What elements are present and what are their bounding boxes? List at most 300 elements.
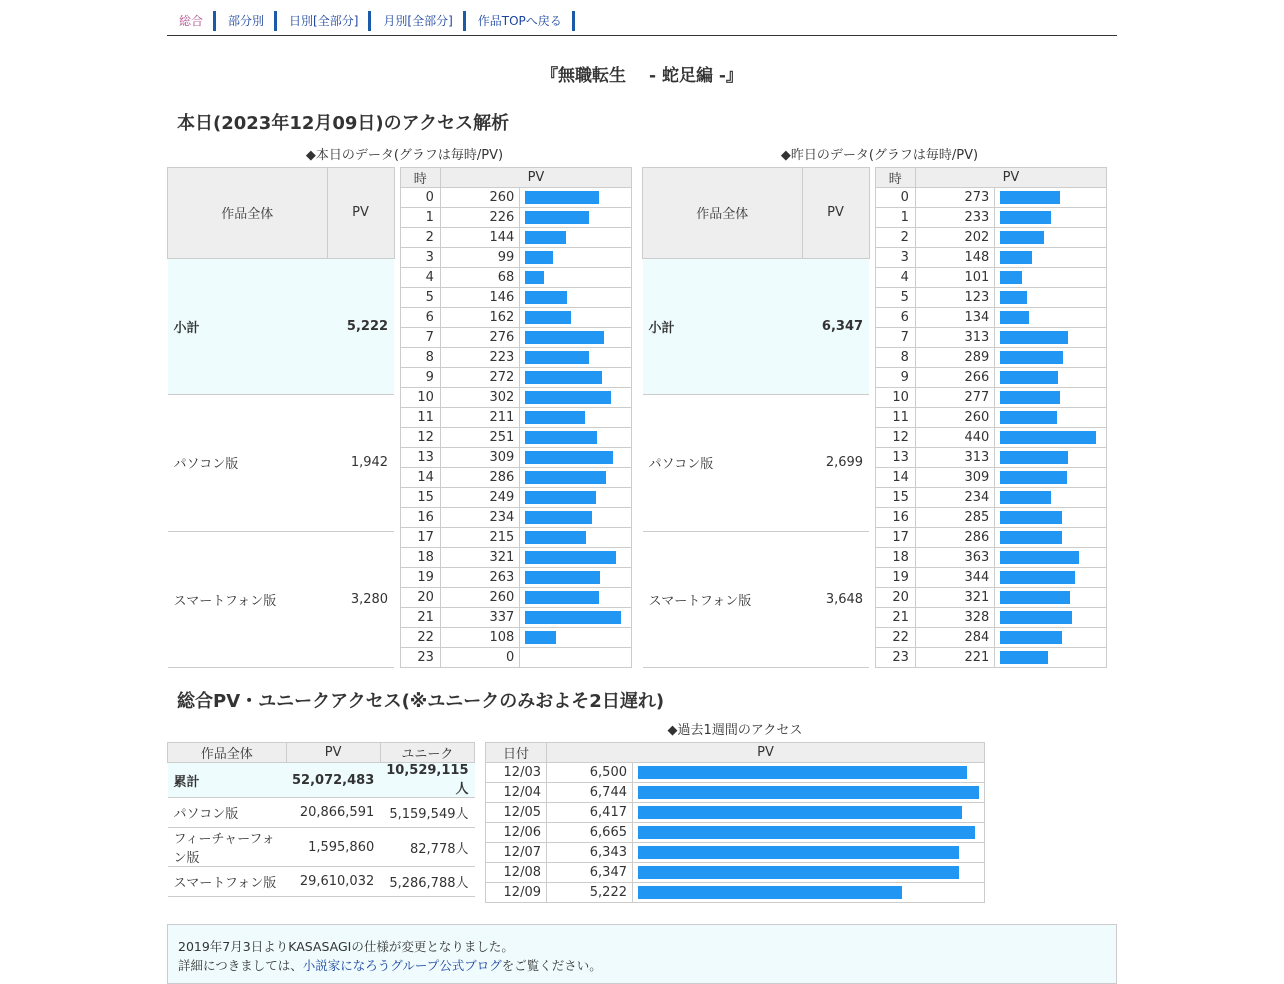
hour-row xyxy=(400,468,632,488)
sum-header-work: 作品全体 xyxy=(168,168,328,259)
hour-bar xyxy=(1000,191,1060,204)
hour-bar-cell xyxy=(520,208,632,228)
hour-bar xyxy=(525,251,553,264)
hour-bar xyxy=(1000,211,1051,224)
hour-pv: 284 xyxy=(915,628,994,648)
hour-label: 10 xyxy=(875,388,915,408)
table-row xyxy=(168,531,395,667)
nav-overall[interactable]: 総合 xyxy=(167,11,216,31)
hour-pv: 286 xyxy=(915,528,994,548)
hour-pv: 221 xyxy=(915,648,994,668)
week-pv: 6,343 xyxy=(547,843,633,863)
week-block xyxy=(485,722,985,903)
hour-bar xyxy=(525,311,571,324)
total-unique: 82,778人 xyxy=(380,828,474,867)
week-bar xyxy=(638,846,959,859)
hour-label: 16 xyxy=(875,508,915,528)
hour-bar-cell xyxy=(520,368,632,388)
hour-bar-cell xyxy=(995,628,1107,648)
week-pv: 6,347 xyxy=(547,863,633,883)
week-bar xyxy=(638,866,959,879)
sum-header-pv: PV xyxy=(327,168,394,259)
hour-label: 8 xyxy=(400,348,440,368)
week-bar xyxy=(638,806,962,819)
hour-bar-cell xyxy=(520,408,632,428)
hour-bar-cell xyxy=(520,468,632,488)
hour-pv: 202 xyxy=(915,228,994,248)
hour-row xyxy=(400,448,632,468)
hour-pv: 251 xyxy=(440,428,519,448)
total-label: スマートフォン版 xyxy=(168,867,287,897)
hour-bar xyxy=(525,611,621,624)
hour-bar xyxy=(525,451,613,464)
hour-bar xyxy=(1000,251,1032,264)
hour-bar xyxy=(1000,451,1068,464)
table-row xyxy=(168,798,475,828)
hour-pv: 108 xyxy=(440,628,519,648)
hour-pv: 286 xyxy=(440,468,519,488)
hour-bar-cell xyxy=(520,328,632,348)
hour-row xyxy=(875,388,1107,408)
hour-bar-cell xyxy=(520,628,632,648)
hour-bar-cell xyxy=(520,648,632,668)
hour-row xyxy=(875,248,1107,268)
hour-label: 13 xyxy=(875,448,915,468)
hour-pv: 344 xyxy=(915,568,994,588)
hour-label: 18 xyxy=(400,548,440,568)
hour-row xyxy=(875,268,1107,288)
hour-bar xyxy=(1000,431,1096,444)
week-date: 12/05 xyxy=(486,803,547,823)
week-row xyxy=(486,883,985,903)
hour-pv: 249 xyxy=(440,488,519,508)
summary-label: 小計 xyxy=(643,258,803,394)
hour-row xyxy=(400,408,632,428)
hour-row xyxy=(875,588,1107,608)
hour-bar-cell xyxy=(520,288,632,308)
hour-row xyxy=(875,408,1107,428)
summary-value: 1,942 xyxy=(327,395,394,531)
hour-bar-cell xyxy=(995,408,1107,428)
hour-label: 1 xyxy=(400,208,440,228)
work-title: 『無職転生 - 蛇足編 -』 xyxy=(541,66,743,86)
hour-pv: 328 xyxy=(915,608,994,628)
hour-bar-cell xyxy=(995,488,1107,508)
total-pv: 20,866,591 xyxy=(286,798,380,828)
table-row xyxy=(168,395,395,531)
nav-daily-all[interactable]: 日別[全部分] xyxy=(277,11,371,31)
hour-label: 23 xyxy=(875,648,915,668)
hour-row xyxy=(400,388,632,408)
table-row xyxy=(168,828,475,867)
table-row xyxy=(168,258,395,394)
hour-pv: 309 xyxy=(440,448,519,468)
total-pv: 52,072,483 xyxy=(286,763,380,798)
hour-bar-cell xyxy=(995,268,1107,288)
hour-row xyxy=(400,508,632,528)
week-bar-cell xyxy=(633,783,985,803)
notice-text-pre: 詳細につきましては、 xyxy=(178,958,303,973)
hour-row xyxy=(400,548,632,568)
hour-bar xyxy=(1000,271,1022,284)
hour-bar xyxy=(525,551,616,564)
hour-label: 19 xyxy=(875,568,915,588)
hour-bar-cell xyxy=(520,228,632,248)
hour-label: 14 xyxy=(400,468,440,488)
hour-bar-cell xyxy=(520,188,632,208)
week-pv: 6,417 xyxy=(547,803,633,823)
hour-pv: 215 xyxy=(440,528,519,548)
hour-row xyxy=(400,368,632,388)
hour-label: 20 xyxy=(875,588,915,608)
hour-pv: 123 xyxy=(915,288,994,308)
hour-bar-cell xyxy=(995,188,1107,208)
hour-pv: 285 xyxy=(915,508,994,528)
hour-pv: 148 xyxy=(915,248,994,268)
hour-label: 15 xyxy=(875,488,915,508)
hour-label: 2 xyxy=(400,228,440,248)
hour-row xyxy=(875,188,1107,208)
hour-row xyxy=(400,348,632,368)
hour-bar-cell xyxy=(995,328,1107,348)
hour-row xyxy=(875,608,1107,628)
hour-row xyxy=(875,468,1107,488)
hour-label: 9 xyxy=(400,368,440,388)
hour-row xyxy=(400,588,632,608)
total-unique: 5,159,549人 xyxy=(380,798,474,828)
hour-pv: 309 xyxy=(915,468,994,488)
hour-pv: 337 xyxy=(440,608,519,628)
hour-pv: 233 xyxy=(915,208,994,228)
week-pv: 5,222 xyxy=(547,883,633,903)
week-row xyxy=(486,783,985,803)
hour-bar xyxy=(1000,551,1079,564)
week-bar xyxy=(638,786,979,799)
hour-row xyxy=(400,268,632,288)
today-hourly-table xyxy=(400,167,633,668)
week-date: 12/03 xyxy=(486,763,547,783)
hour-bar xyxy=(525,391,611,404)
hour-row xyxy=(875,528,1107,548)
hour-bar-cell xyxy=(520,428,632,448)
hour-bar xyxy=(525,231,566,244)
hour-pv: 273 xyxy=(915,188,994,208)
hour-row xyxy=(400,188,632,208)
today-heading: 本日(2023年12月09日)のアクセス解析 xyxy=(177,113,510,134)
table-row xyxy=(168,763,475,798)
hour-bar xyxy=(1000,351,1063,364)
total-pv: 1,595,860 xyxy=(286,828,380,867)
week-caption: ◆過去1週間のアクセス xyxy=(667,723,803,738)
hour-bar-cell xyxy=(520,448,632,468)
hour-label: 20 xyxy=(400,588,440,608)
hour-bar-cell xyxy=(520,508,632,528)
hour-bar xyxy=(525,471,606,484)
hour-label: 0 xyxy=(875,188,915,208)
total-pv: 29,610,032 xyxy=(286,867,380,897)
hour-bar-cell xyxy=(995,368,1107,388)
hour-bar-cell xyxy=(995,208,1107,228)
total-header-work: 作品全体 xyxy=(168,743,287,763)
hour-bar-cell xyxy=(520,568,632,588)
nav-by-part[interactable]: 部分別 xyxy=(216,11,277,31)
week-table xyxy=(485,742,985,903)
hour-header-hour: 時 xyxy=(400,168,440,188)
table-row xyxy=(643,258,870,394)
hour-bar-cell xyxy=(995,348,1107,368)
sum-header-pv: PV xyxy=(802,168,869,259)
hour-pv: 272 xyxy=(440,368,519,388)
hour-label: 12 xyxy=(400,428,440,448)
week-date: 12/08 xyxy=(486,863,547,883)
hour-pv: 289 xyxy=(915,348,994,368)
summary-label: パソコン版 xyxy=(643,395,803,531)
hour-row xyxy=(875,368,1107,388)
hour-label: 11 xyxy=(400,408,440,428)
hour-bar xyxy=(525,591,599,604)
hour-pv: 321 xyxy=(440,548,519,568)
hour-bar-cell xyxy=(520,588,632,608)
week-pv: 6,500 xyxy=(547,763,633,783)
summary-value: 6,347 xyxy=(802,258,869,394)
hour-bar-cell xyxy=(520,388,632,408)
total-summary-table xyxy=(167,742,475,897)
hour-bar xyxy=(525,271,544,284)
hour-pv: 363 xyxy=(915,548,994,568)
hour-bar-cell xyxy=(520,608,632,628)
hour-bar xyxy=(525,371,602,384)
week-bar xyxy=(638,766,967,779)
top-nav xyxy=(167,0,1117,36)
hour-pv: 234 xyxy=(915,488,994,508)
hour-bar xyxy=(1000,611,1072,624)
hour-bar-cell xyxy=(995,448,1107,468)
hour-header-pv: PV xyxy=(915,168,1106,188)
notice-line-2 xyxy=(178,956,1106,975)
hour-pv: 223 xyxy=(440,348,519,368)
hour-pv: 260 xyxy=(440,188,519,208)
hour-row xyxy=(875,308,1107,328)
hour-bar xyxy=(1000,391,1060,404)
hour-pv: 0 xyxy=(440,648,519,668)
hour-row xyxy=(875,508,1107,528)
hour-bar-cell xyxy=(995,428,1107,448)
hour-row xyxy=(400,328,632,348)
hour-label: 19 xyxy=(400,568,440,588)
hour-label: 18 xyxy=(875,548,915,568)
week-row xyxy=(486,863,985,883)
hour-bar-cell xyxy=(520,268,632,288)
hour-label: 5 xyxy=(875,288,915,308)
hour-bar xyxy=(1000,471,1067,484)
hour-row xyxy=(875,548,1107,568)
week-header-pv: PV xyxy=(547,743,985,763)
hour-bar xyxy=(525,211,589,224)
table-row xyxy=(643,395,870,531)
hour-row xyxy=(875,488,1107,508)
hour-bar xyxy=(1000,291,1027,304)
week-pv: 6,665 xyxy=(547,823,633,843)
hour-bar-cell xyxy=(995,508,1107,528)
hour-row xyxy=(400,628,632,648)
week-row xyxy=(486,763,985,783)
hour-bar-cell xyxy=(995,248,1107,268)
hour-pv: 99 xyxy=(440,248,519,268)
hour-bar xyxy=(1000,531,1062,544)
hour-row xyxy=(875,648,1107,668)
hour-pv: 134 xyxy=(915,308,994,328)
hour-row xyxy=(875,208,1107,228)
yesterday-hourly-table xyxy=(875,167,1108,668)
summary-value: 3,648 xyxy=(802,531,869,667)
hour-bar xyxy=(525,331,604,344)
hour-pv: 144 xyxy=(440,228,519,248)
hour-pv: 313 xyxy=(915,328,994,348)
hour-row xyxy=(400,248,632,268)
hour-row xyxy=(875,628,1107,648)
week-row xyxy=(486,803,985,823)
summary-label: パソコン版 xyxy=(168,395,328,531)
hour-row xyxy=(400,568,632,588)
hour-pv: 68 xyxy=(440,268,519,288)
hour-bar xyxy=(1000,511,1062,524)
hour-pv: 162 xyxy=(440,308,519,328)
week-bar-cell xyxy=(633,843,985,863)
hour-label: 6 xyxy=(875,308,915,328)
notice-text-post: をご覧ください。 xyxy=(501,958,602,973)
hour-row xyxy=(400,608,632,628)
total-unique: 10,529,115人 xyxy=(380,763,474,798)
hour-label: 3 xyxy=(400,248,440,268)
hour-row xyxy=(400,428,632,448)
hour-row xyxy=(400,208,632,228)
hour-bar xyxy=(1000,311,1029,324)
hour-bar-cell xyxy=(995,288,1107,308)
hour-bar-cell xyxy=(995,468,1107,488)
hour-pv: 234 xyxy=(440,508,519,528)
hour-header-hour: 時 xyxy=(875,168,915,188)
today-block xyxy=(167,147,632,668)
hour-label: 4 xyxy=(400,268,440,288)
hour-label: 7 xyxy=(400,328,440,348)
hour-label: 22 xyxy=(875,628,915,648)
hour-label: 23 xyxy=(400,648,440,668)
total-panels xyxy=(167,722,1117,903)
hour-header-pv: PV xyxy=(440,168,631,188)
today-yesterday-panels xyxy=(167,147,1117,668)
hour-row xyxy=(400,228,632,248)
total-label: 累計 xyxy=(168,763,287,798)
hour-label: 16 xyxy=(400,508,440,528)
week-date: 12/09 xyxy=(486,883,547,903)
week-date: 12/04 xyxy=(486,783,547,803)
hour-row xyxy=(875,568,1107,588)
week-bar-cell xyxy=(633,883,985,903)
week-bar xyxy=(638,826,975,839)
today-summary-table xyxy=(167,167,395,668)
hour-label: 8 xyxy=(875,348,915,368)
hour-label: 1 xyxy=(875,208,915,228)
yesterday-caption: ◆昨日のデータ(グラフは毎時/PV) xyxy=(780,148,979,163)
hour-label: 10 xyxy=(400,388,440,408)
hour-label: 22 xyxy=(400,628,440,648)
table-row xyxy=(168,867,475,897)
total-block xyxy=(167,722,475,903)
hour-label: 21 xyxy=(875,608,915,628)
hour-pv: 260 xyxy=(440,588,519,608)
hour-bar-cell xyxy=(995,388,1107,408)
hour-bar-cell xyxy=(520,248,632,268)
week-header-date: 日付 xyxy=(486,743,547,763)
hour-row xyxy=(875,448,1107,468)
hour-bar xyxy=(525,631,556,644)
hour-pv: 101 xyxy=(915,268,994,288)
hour-bar-cell xyxy=(520,528,632,548)
hour-bar xyxy=(1000,231,1044,244)
hour-label: 17 xyxy=(875,528,915,548)
week-bar xyxy=(638,886,902,899)
hour-bar xyxy=(1000,571,1075,584)
total-label: パソコン版 xyxy=(168,798,287,828)
week-pv: 6,744 xyxy=(547,783,633,803)
hour-pv: 276 xyxy=(440,328,519,348)
hour-row xyxy=(400,308,632,328)
hour-label: 9 xyxy=(875,368,915,388)
summary-value: 2,699 xyxy=(802,395,869,531)
sum-header-work: 作品全体 xyxy=(643,168,803,259)
week-bar-cell xyxy=(633,763,985,783)
hour-bar-cell xyxy=(995,228,1107,248)
hour-row xyxy=(875,228,1107,248)
hour-bar-cell xyxy=(995,568,1107,588)
hour-row xyxy=(400,488,632,508)
hour-bar xyxy=(1000,411,1057,424)
hour-pv: 211 xyxy=(440,408,519,428)
hour-label: 21 xyxy=(400,608,440,628)
hour-bar xyxy=(525,191,599,204)
hour-bar-cell xyxy=(995,548,1107,568)
summary-label: スマートフォン版 xyxy=(643,531,803,667)
nav-back-to-work-top[interactable]: 作品TOPへ戻る xyxy=(466,11,575,31)
hour-label: 13 xyxy=(400,448,440,468)
hour-bar xyxy=(525,291,567,304)
hour-bar xyxy=(1000,371,1058,384)
hour-pv: 440 xyxy=(915,428,994,448)
week-row xyxy=(486,843,985,863)
hour-bar-cell xyxy=(995,648,1107,668)
hour-bar xyxy=(1000,631,1062,644)
hour-row xyxy=(875,328,1107,348)
hour-pv: 263 xyxy=(440,568,519,588)
hour-pv: 313 xyxy=(915,448,994,468)
hour-bar xyxy=(1000,651,1048,664)
hour-label: 11 xyxy=(875,408,915,428)
blog-link[interactable]: 小説家になろうグループ公式ブログ xyxy=(302,958,502,973)
total-header-unique: ユニーク xyxy=(380,743,474,763)
total-unique: 5,286,788人 xyxy=(380,867,474,897)
nav-monthly-all[interactable]: 月別[全部分] xyxy=(371,11,465,31)
hour-bar-cell xyxy=(520,348,632,368)
hour-bar xyxy=(1000,591,1070,604)
hour-label: 0 xyxy=(400,188,440,208)
page xyxy=(167,0,1117,984)
hour-bar-cell xyxy=(520,488,632,508)
hour-row xyxy=(875,348,1107,368)
hour-row xyxy=(400,648,632,668)
total-label: フィーチャーフォン版 xyxy=(168,828,287,867)
yesterday-summary-table xyxy=(642,167,870,668)
yesterday-block xyxy=(642,147,1107,668)
